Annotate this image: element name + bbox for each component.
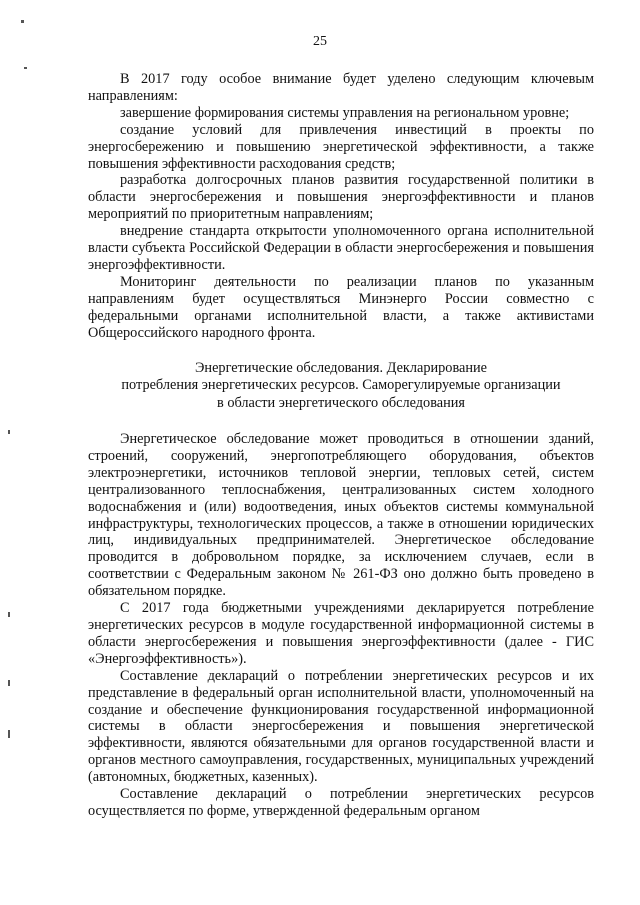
- heading-line: потребления энергетических ресурсов. Саморегулируемые организации: [121, 377, 561, 393]
- scan-speck: [8, 430, 10, 434]
- list-item: завершение формирования системы управления на региональном уровне;: [120, 104, 570, 121]
- list-item: разработка долгосрочных планов развития государственной политики в области энергосбережения и повышения энергоэффективности и планов мероприятий по приоритетным направлениям;: [88, 172, 594, 223]
- paragraph: Мониторинг деятельности по реализации планов по указанным направлениям будет осуществляться Минэнерго России совместно с федеральными органами исполнительной власти, а также активистами Общероссийского народного фронта.: [88, 273, 594, 341]
- scan-speck: [24, 67, 27, 69]
- paragraph: Составление деклараций о потреблении энергетических ресурсов осуществляется по форме, утвержденной федеральным органом: [88, 786, 594, 819]
- scan-speck: [8, 612, 10, 617]
- paragraph: В 2017 году особое внимание будет уделено следующим ключевым направлениям:: [88, 71, 594, 104]
- paragraph: Составление деклараций о потреблении энергетических ресурсов и их представление в федеральный орган исполнительной власти, уполномоченный на создание и обеспечение функционирования государственной информационной системы в области энергосбережения и повышения энергетической эффективности, являются обязательными для органов государственной власти и органов местного самоуправления, государственных, муниципальных учреждений (автономных, бюджетных, казенных).: [88, 667, 594, 786]
- list-item: внедрение стандарта открытости уполномоченного органа исполнительной власти субъекта Российской Федерации в области энергосбережения и повышения энергоэффективности.: [88, 223, 594, 273]
- paragraph: С 2017 года бюджетными учреждениями декларируется потребление энергетических ресурсов в модуле государственной информационной системы в области энергосбережения и повышения энергоэффективности (далее - ГИС «Энергоэффективность»).: [88, 600, 594, 667]
- paragraph: Энергетическое обследование может проводиться в отношении зданий, строений, сооружений, энергопотребляющего оборудования, объектов электроэнергетики, источников тепловой энергии, тепловых сетей, систем централизованного теплоснабжения, централизованных систем холодного водоснабжения и (или) водоотведения, иных объектов системы коммунальной инфраструктуры, технологических процессов, а также в отношении юридических лиц, индивидуальных предпринимателей. Энергетическое обследование проводится в добровольном порядке, за исключением случаев, если в соответствии с Федеральным законом № 261-ФЗ оно должно быть проведено в обязательном порядке.: [88, 431, 594, 600]
- section-heading: [88, 360, 594, 413]
- scan-speck: [21, 20, 24, 23]
- section-priorities: [88, 71, 594, 342]
- scan-speck: [8, 680, 10, 686]
- page-number: 25: [313, 34, 327, 49]
- section-energy-audit: [88, 431, 594, 820]
- heading-line: Энергетические обследования. Декларирование: [194, 359, 488, 376]
- document-body: [88, 71, 594, 820]
- scan-speck: [8, 730, 10, 738]
- heading-line: в области энергетического обследования: [217, 394, 465, 411]
- list-item: создание условий для привлечения инвестиций в проекты по энергосбережению и повышению энергетической эффективности, а также повышения эффективности расходования средств;: [88, 121, 594, 172]
